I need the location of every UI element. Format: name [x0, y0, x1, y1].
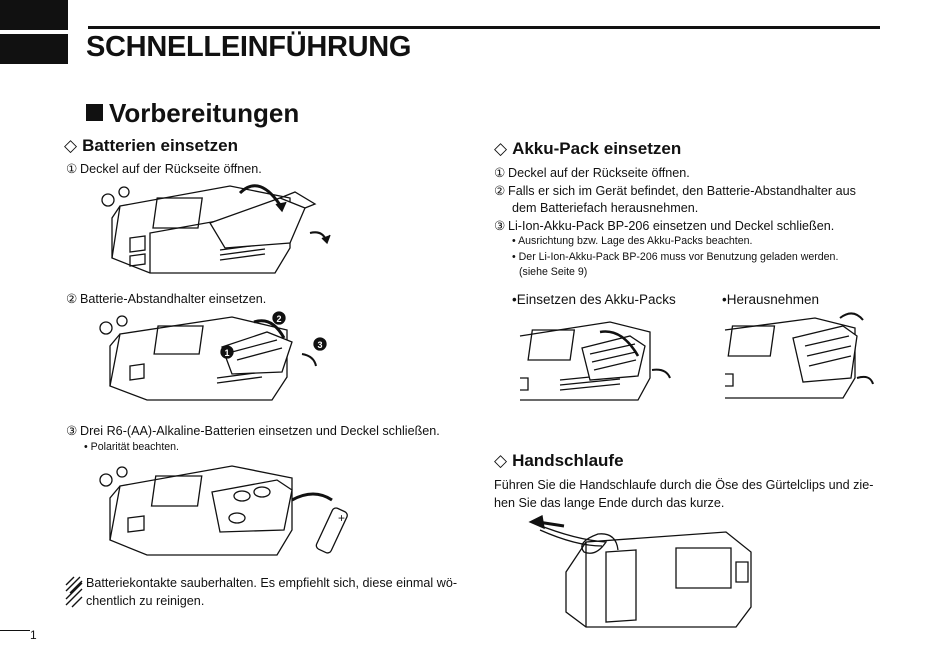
diamond-icon: ◇: [64, 136, 78, 155]
right-step-2-cont: dem Batteriefach herausnehmen.: [512, 201, 699, 215]
page-tab-marker-top: [0, 0, 68, 30]
step-text: Deckel auf der Rückseite öffnen.: [508, 166, 690, 180]
left-step-2: [66, 290, 266, 308]
left-step-1: [66, 160, 262, 178]
step-number: ②: [494, 184, 506, 198]
lift-akku-arrow-icon: [840, 313, 863, 320]
step-text: Li-Ion-Akku-Pack BP-206 einsetzen und Deckel schließen.: [508, 219, 835, 233]
step-number: ③: [66, 424, 78, 438]
callout-1-label: 1: [224, 348, 230, 358]
header-rule: [88, 26, 880, 29]
left-step-3: [66, 422, 440, 440]
heading-akku-pack-label: Akku-Pack einsetzen: [512, 139, 682, 158]
step-text: Falls er sich im Gerät befindet, den Batterie-Abstandhalter aus: [508, 184, 856, 198]
left-bullet-polarity: • Polarität beachten.: [84, 441, 179, 453]
diamond-icon: ◇: [494, 139, 508, 158]
step-text: Drei R6-(AA)-Alkaline-Batterien einsetzen und Deckel schließen.: [80, 424, 440, 438]
step-number: ③: [494, 219, 506, 233]
step-text: Batterie-Abstandhalter einsetzen.: [80, 292, 267, 306]
page-tab-marker-bottom: [0, 34, 68, 64]
right-bullet-1: • Ausrichtung bzw. Lage des Akku-Packs beachten.: [512, 235, 753, 247]
close-cover-arrow-icon: [652, 370, 670, 378]
footer-rule: [0, 630, 30, 631]
diamond-icon: ◇: [494, 451, 508, 470]
figure-insert-akku: [520, 318, 680, 413]
step-number: ①: [494, 166, 506, 180]
callout-2-label: 2: [276, 314, 282, 324]
section-title-block: [86, 98, 299, 129]
figure-label-insert: •Einsetzen des Akku-Packs: [512, 292, 676, 307]
battery-plus-icon: +: [338, 511, 346, 525]
close-arrow-icon: [302, 354, 316, 366]
figure-open-cover: [90, 178, 350, 288]
step-number: ①: [66, 162, 78, 176]
step-number: ②: [66, 292, 78, 306]
strap-text-line-1: Führen Sie die Handschlaufe durch die Öse des Gürtelclips und zie-: [494, 478, 874, 492]
figure-label-remove: •Herausnehmen: [722, 292, 820, 307]
right-step-3: [494, 217, 834, 235]
heading-handschlaufe-label: Handschlaufe: [512, 451, 624, 470]
right-step-2: [494, 182, 880, 200]
heading-handschlaufe: [494, 451, 624, 471]
heading-batterien: [64, 136, 238, 156]
note-line-2: chentlich zu reinigen.: [86, 594, 205, 608]
release-latch-arrow-icon: [857, 377, 873, 384]
step-text: Deckel auf der Rückseite öffnen.: [80, 162, 262, 176]
note-hatch-icon: [66, 577, 82, 607]
akku-pack-illustration: [582, 336, 645, 380]
right-bullet-2: • Der Li-Ion-Akku-Pack BP-206 muss vor Benutzung geladen werden.: [512, 251, 839, 263]
figure-insert-spacer: [92, 312, 342, 407]
heading-akku-pack: [494, 139, 681, 159]
aa-battery-illustration: [315, 507, 349, 555]
figure-hand-strap: [526, 512, 766, 630]
heading-batterien-label: Batterien einsetzen: [82, 136, 238, 155]
note-line-1: Batteriekontakte sauberhalten. Es empfiehlt sich, diese einmal wö-: [86, 576, 458, 590]
page-number: 1: [30, 628, 37, 642]
figure-remove-akku: [725, 308, 885, 408]
figure-insert-batteries: [92, 460, 362, 570]
chapter-title: SCHNELLEINFÜHRUNG: [86, 31, 412, 63]
square-bullet-icon: [86, 104, 103, 121]
right-bullet-3: (siehe Seite 9): [519, 266, 588, 278]
akku-pack-illustration: [793, 326, 857, 382]
callout-3-label: 3: [317, 340, 323, 350]
section-title: Vorbereitungen: [109, 98, 300, 128]
right-step-1: [494, 164, 880, 182]
insert-battery-arrow-icon: [292, 494, 332, 500]
strap-text-line-2: hen Sie das lange Ende durch das kurze.: [494, 496, 725, 510]
